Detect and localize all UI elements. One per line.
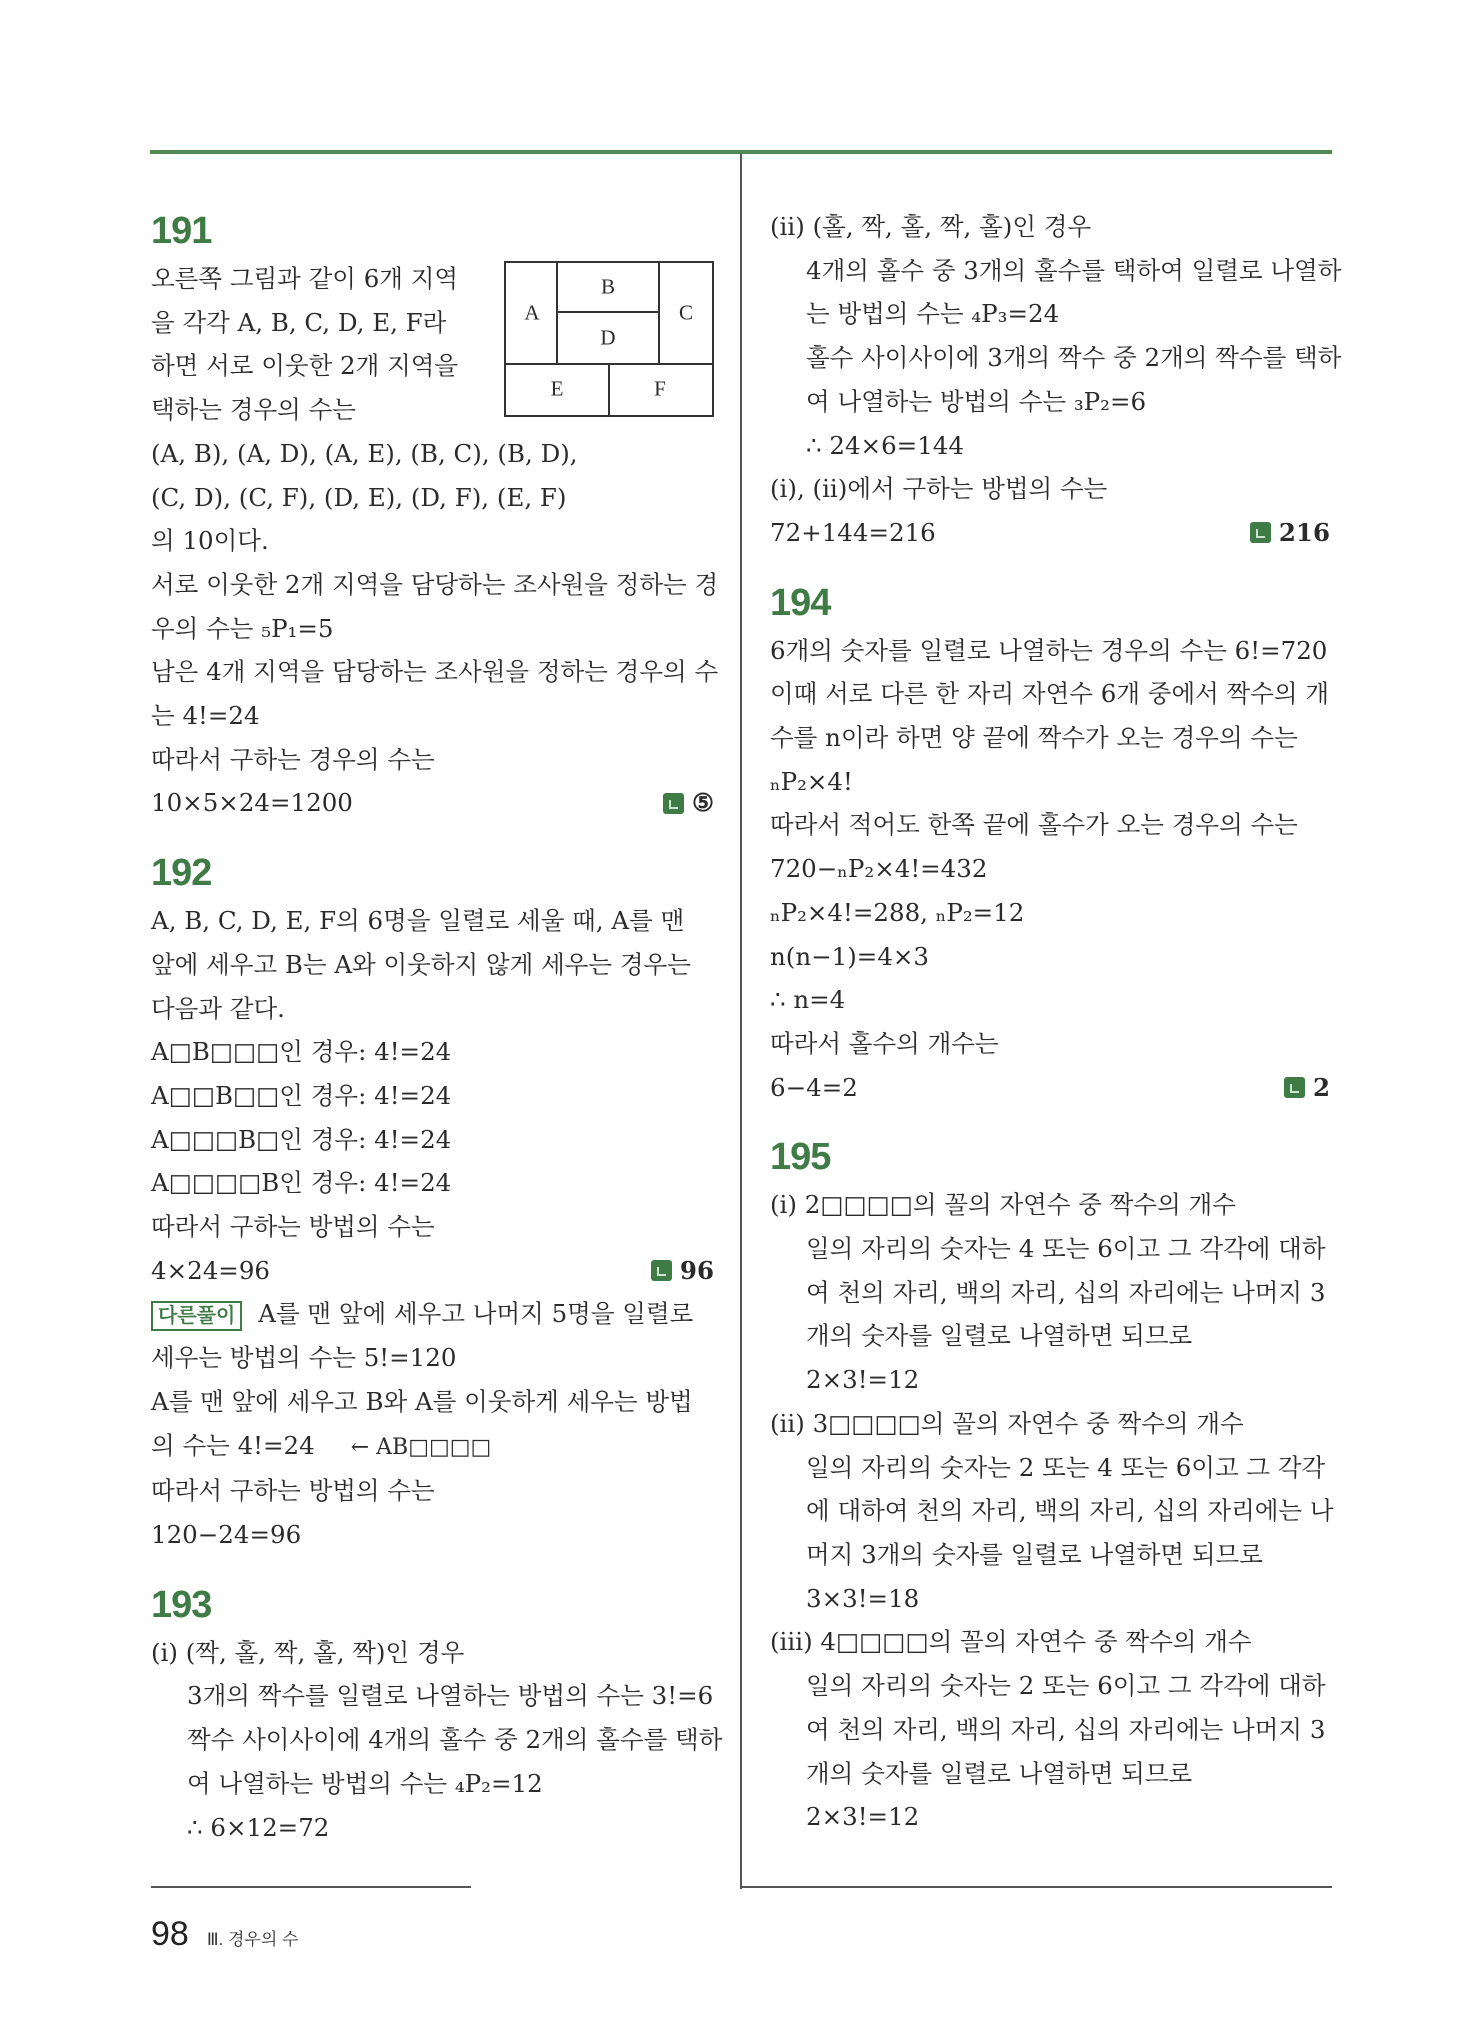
text-line: 여 나열하는 방법의 수는 ₃P₂=6 (806, 386, 1147, 416)
text-line: A, B, C, D, E, F의 6명을 일렬로 세울 때, A를 맨 (151, 906, 685, 936)
text-line: 우의 수는 ₅P₁=5 (151, 613, 334, 643)
answer-value: 216 (1278, 517, 1330, 547)
text-line: A□□□B□인 경우: 4!=24 (151, 1124, 452, 1154)
answer-value: ⑤ (692, 788, 714, 818)
text-line: 따라서 적어도 한쪽 끝에 홀수가 오는 경우의 수는 (770, 810, 1298, 840)
text-line: 여 천의 자리, 백의 자리, 십의 자리에는 나머지 3 (806, 1714, 1326, 1744)
text-line: 4×24=96 (151, 1255, 270, 1285)
text-line: 일의 자리의 숫자는 2 또는 4 또는 6이고 그 각각 (806, 1452, 1326, 1482)
text-line: (iii) 4□□□□의 꼴의 자연수 중 짝수의 개수 (770, 1627, 1252, 1657)
left-column (151, 205, 723, 1849)
region-b-label: B (600, 274, 616, 299)
text-line: 홀수 사이사이에 3개의 짝수 중 2개의 짝수를 택하 (806, 343, 1342, 373)
text-line: A□□B□□인 경우: 4!=24 (151, 1080, 452, 1110)
text-line: 는 4!=24 (151, 701, 260, 731)
text-line: ∴ 24×6=144 (806, 430, 964, 460)
problem-number-193: 193 (151, 1583, 212, 1626)
text-line: 3×3!=18 (806, 1583, 920, 1613)
text-line: ∴ n=4 (770, 985, 846, 1015)
text-line: (ii) 3□□□□의 꼴의 자연수 중 짝수의 개수 (770, 1408, 1244, 1438)
answer-193 (1250, 511, 1330, 555)
text-line: A□B□□□인 경우: 4!=24 (151, 1037, 452, 1067)
answer-line (151, 781, 714, 825)
text-line: 개의 숫자를 일렬로 나열하면 되므로 (806, 1321, 1193, 1351)
text-line: 여 나열하는 방법의 수는 ₄P₂=12 (187, 1768, 543, 1798)
text-line: A□□□□B인 경우: 4!=24 (151, 1168, 452, 1198)
text-line: 에 대하여 천의 자리, 백의 자리, 십의 자리에는 나 (806, 1496, 1334, 1526)
text-line: 720−ₙP₂×4!=432 (770, 854, 988, 884)
answer-mark-icon (1284, 1077, 1305, 1098)
text-line: 택하는 경우의 수는 (151, 395, 356, 425)
alt-solution-tag: 다른풀이 (151, 1301, 242, 1331)
text-line: 3개의 짝수를 일렬로 나열하는 방법의 수는 3!=6 (187, 1681, 714, 1711)
text-line: 따라서 구하는 방법의 수는 (151, 1476, 435, 1506)
text-line: A를 맨 앞에 세우고 B와 A를 이웃하게 세우는 방법 (151, 1386, 693, 1416)
column-divider (740, 154, 742, 1889)
text-line: 따라서 구하는 경우의 수는 (151, 744, 435, 774)
text-line: ₙP₂×4! (770, 766, 853, 796)
bottom-rule-left (151, 1886, 471, 1888)
text-line: 여 천의 자리, 백의 자리, 십의 자리에는 나머지 3 (806, 1277, 1326, 1307)
text-line: 의 수는 4!=24 ← AB□□□□ (151, 1430, 492, 1460)
text-line: (A, B), (A, D), (A, E), (B, C), (B, D), (151, 438, 578, 468)
text-line: 4개의 홀수 중 3개의 홀수를 택하여 일렬로 나열하 (806, 255, 1342, 285)
answer-194 (1284, 1066, 1330, 1110)
text-line: 72+144=216 (770, 517, 936, 547)
answer-value: 2 (1312, 1072, 1330, 1102)
page-number: 98 (151, 1915, 189, 1953)
text-line: n(n−1)=4×3 (770, 941, 930, 971)
text-line: 6개의 숫자를 일렬로 나열하는 경우의 수는 6!=720 (770, 635, 1328, 665)
text-line: (ii) (홀, 짝, 홀, 짝, 홀)인 경우 (770, 212, 1092, 241)
text-line: 세우는 방법의 수는 5!=120 (151, 1343, 457, 1373)
answer-value: 96 (679, 1255, 714, 1285)
problem-number-194: 194 (770, 581, 831, 624)
answer-192 (651, 1249, 714, 1293)
text-line: 는 방법의 수는 ₄P₃=24 (806, 299, 1060, 329)
answer-line (770, 1066, 1330, 1110)
text-line: 이때 서로 다른 한 자리 자연수 6개 중에서 짝수의 개 (770, 679, 1330, 709)
answer-mark-icon (651, 1260, 672, 1281)
region-e-label: E (550, 376, 564, 401)
answer-mark-icon (663, 793, 684, 814)
answer-mark-icon (1250, 522, 1271, 543)
answer-line (151, 1249, 714, 1293)
text-line: 서로 이웃한 2개 지역을 담당하는 조사원을 정하는 경 (151, 569, 719, 599)
region-a-label: A (524, 300, 540, 325)
text-line: 일의 자리의 숫자는 4 또는 6이고 그 각각에 대하 (806, 1234, 1326, 1264)
answer-191 (663, 781, 714, 825)
text-line: ₙP₂×4!=288, ₙP₂=12 (770, 897, 1025, 927)
text-line: 2×3!=12 (806, 1365, 920, 1395)
text-line: 짝수 사이사이에 4개의 홀수 중 2개의 홀수를 택하 (187, 1725, 723, 1755)
text-line: 일의 자리의 숫자는 2 또는 6이고 그 각각에 대하 (806, 1671, 1326, 1701)
text-line: 따라서 구하는 방법의 수는 (151, 1212, 435, 1242)
text-line: 머지 3개의 숫자를 일렬로 나열하면 되므로 (806, 1539, 1263, 1569)
text-line: 남은 4개 지역을 담당하는 조사원을 정하는 경우의 수 (151, 657, 719, 687)
arrow-note: ← AB□□□□ (350, 1434, 492, 1460)
text-line: 120−24=96 (151, 1519, 302, 1549)
problem-number-191: 191 (151, 210, 212, 252)
text-line: 10×5×24=1200 (151, 788, 353, 818)
alt-solution-line: 다른풀이 A를 맨 앞에 세우고 나머지 5명을 일렬로 (151, 1292, 714, 1336)
text-line: (i) 2□□□□의 꼴의 자연수 중 짝수의 개수 (770, 1190, 1236, 1220)
text-line: 다음과 같다. (151, 993, 285, 1023)
text-line: 의 10이다. (151, 526, 269, 556)
chapter-title: Ⅲ. 경우의 수 (206, 1930, 299, 1949)
text-line: 따라서 홀수의 개수는 (770, 1028, 999, 1058)
text-line: 개의 숫자를 일렬로 나열하면 되므로 (806, 1758, 1193, 1788)
text-line: 을 각각 A, B, C, D, E, F라 (151, 307, 447, 337)
problem-number-192: 192 (151, 852, 212, 895)
right-column (770, 205, 1342, 1839)
text-line: 오른쪽 그림과 같이 6개 지역 (151, 264, 459, 293)
problem-number-195: 195 (770, 1136, 831, 1179)
text-line: (i) (짝, 홀, 짝, 홀, 짝)인 경우 (151, 1637, 465, 1667)
text-line: 2×3!=12 (806, 1802, 920, 1832)
bottom-rule-right (741, 1886, 1332, 1888)
text-line: 6−4=2 (770, 1072, 858, 1102)
text-line: 수를 n이라 하면 양 끝에 짝수가 오는 경우의 수는 (770, 723, 1298, 753)
text-line: (C, D), (C, F), (D, E), (D, F), (E, F) (151, 482, 567, 512)
region-f-label: F (654, 376, 666, 401)
region-d-label: D (600, 325, 616, 350)
answer-line (770, 511, 1330, 555)
text-line: (i), (ii)에서 구하는 방법의 수는 (770, 474, 1108, 504)
text-line: 앞에 세우고 B는 A와 이웃하지 않게 세우는 경우는 (151, 949, 691, 979)
page-footer (151, 1915, 298, 1954)
region-c-label: C (678, 300, 694, 325)
text-line: 하면 서로 이웃한 2개 지역을 (151, 351, 459, 381)
text-line: ∴ 6×12=72 (187, 1812, 330, 1842)
